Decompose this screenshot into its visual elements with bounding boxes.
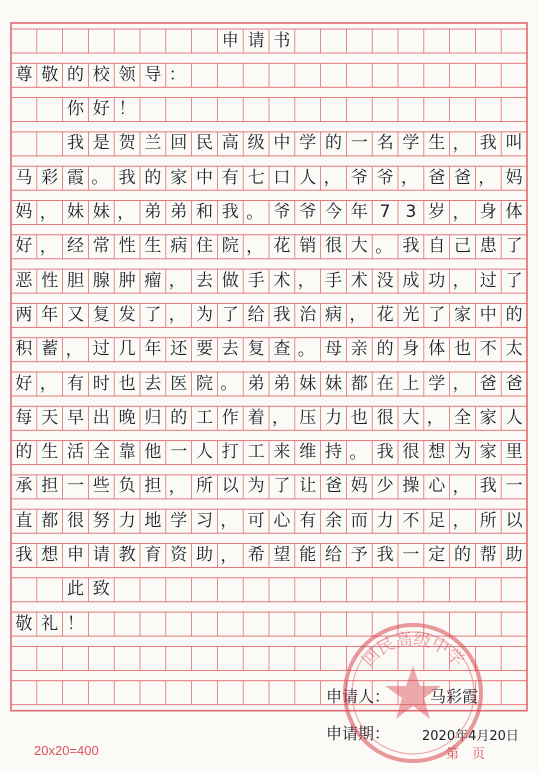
- grid-char: 身: [402, 339, 420, 360]
- grid-char: 7: [379, 202, 391, 222]
- grid-char: 。: [349, 442, 367, 463]
- grid-char: 有: [221, 167, 239, 188]
- grid-char: 我: [118, 167, 136, 188]
- grid-char: 的: [324, 133, 342, 154]
- grid-char: ，: [39, 202, 57, 223]
- grid-char: 瘤: [144, 270, 162, 291]
- grid-char: 经: [66, 236, 84, 257]
- grid-char: ，: [452, 374, 470, 394]
- grid-char: 功: [428, 270, 446, 291]
- grid-char: ，: [39, 374, 57, 394]
- grid-char: ，: [452, 511, 470, 532]
- grid-char: 生: [144, 236, 162, 257]
- grid-char: ，: [168, 476, 186, 497]
- grid-char: 为: [247, 476, 265, 497]
- grid-char: 请: [247, 30, 265, 51]
- grid-char: 患: [479, 236, 497, 257]
- grid-char: 恶: [15, 270, 33, 291]
- grid-char: 自: [428, 236, 446, 257]
- grid-char: 工: [195, 407, 213, 428]
- grid-char: 有: [299, 510, 317, 531]
- grid-char: 去: [221, 339, 239, 360]
- grid-char: 不: [479, 339, 497, 360]
- grid-char: 予: [350, 545, 368, 565]
- grid-char: 家: [479, 442, 497, 463]
- grid-char: 爷: [350, 167, 368, 188]
- grid-char: 去: [195, 270, 213, 291]
- grid-char: 领: [118, 64, 136, 85]
- grid-char: 治: [299, 304, 317, 325]
- grid-char: 我: [15, 545, 33, 565]
- grid-char: 来: [273, 442, 291, 463]
- grid-char: 助: [195, 545, 213, 565]
- grid-char: 霞: [66, 167, 84, 188]
- grid-char: 。: [246, 202, 264, 223]
- grid-char: 妹: [299, 373, 317, 394]
- grid-char: 学: [402, 133, 420, 154]
- grid-char: 中: [273, 133, 291, 154]
- grid-char: 爸: [453, 167, 471, 188]
- grid-char: 我: [273, 304, 291, 325]
- grid-char: 年: [41, 304, 59, 325]
- grid-char: 光: [402, 304, 420, 325]
- grid-char: 担: [144, 476, 162, 497]
- grid-char: 申: [66, 545, 84, 565]
- signature-label: 申请人：: [326, 687, 391, 706]
- grid-char: 他: [144, 442, 162, 463]
- page-number-label: 第 页: [446, 746, 486, 761]
- grid-char: 全: [453, 407, 471, 428]
- grid-char: 全: [92, 442, 110, 463]
- grid-char: 中: [479, 304, 497, 325]
- grid-char: 爷: [376, 167, 394, 188]
- grid-char: ！: [118, 99, 136, 120]
- grid-char: 工: [247, 442, 265, 463]
- grid-char: 体: [505, 202, 523, 222]
- grid-char: 的: [144, 167, 162, 188]
- grid-char: 礼: [41, 613, 59, 634]
- grid-char: ，: [220, 545, 238, 566]
- grid-char: 直: [15, 510, 33, 531]
- grid-char: 都: [350, 373, 368, 394]
- grid-char: 。: [220, 374, 238, 394]
- grid-char: 了: [505, 270, 523, 291]
- grid-char: 级: [247, 133, 265, 154]
- grid-char: 家: [170, 167, 188, 188]
- grid-char: 定: [428, 545, 446, 565]
- grid-char: ，: [272, 408, 289, 429]
- grid-char: 靠: [118, 442, 136, 463]
- grid-char: 我: [376, 442, 394, 463]
- grid-char: 很: [324, 236, 342, 257]
- grid-char: ，: [117, 202, 135, 223]
- grid-char: 的: [453, 545, 471, 565]
- grid-char: 大: [402, 407, 420, 428]
- grid-char: 妹: [324, 373, 342, 394]
- grid-char: ，: [168, 305, 186, 326]
- grid-char: 努: [92, 510, 110, 531]
- grid-char: 弟: [247, 373, 265, 394]
- grid-char: 术: [273, 270, 291, 291]
- grid-char: 爸: [505, 373, 523, 394]
- grid-char: 给: [247, 304, 265, 325]
- grid-char: 很: [66, 510, 84, 531]
- grid-char: ：: [168, 65, 186, 86]
- grid-char: 的: [170, 407, 188, 428]
- grid-char: 七: [247, 167, 265, 188]
- grid-char: 性: [118, 236, 136, 257]
- grid-char: 妹: [92, 202, 110, 222]
- grid-char: 敬: [15, 613, 33, 634]
- grid-char: 学: [428, 373, 446, 394]
- grid-char: 帮: [479, 545, 497, 565]
- grid-char: 学: [299, 133, 317, 154]
- grid-char: ，: [297, 271, 315, 292]
- grid-char: 查: [273, 339, 291, 360]
- grid-char: ，: [478, 168, 496, 189]
- grid-char: 也: [118, 373, 136, 394]
- grid-char: 导: [144, 64, 162, 85]
- grid-char: 很: [376, 407, 394, 428]
- grid-char: 活: [66, 442, 84, 463]
- grid-char: 弟: [170, 202, 188, 222]
- date-label: 申请期：: [326, 724, 391, 743]
- grid-char: 担: [41, 476, 59, 497]
- grid-char: 资: [170, 545, 188, 565]
- grid-char: 力: [118, 510, 136, 531]
- grid-char: 习: [195, 510, 213, 531]
- grid-char: 的: [376, 339, 394, 360]
- grid-char: 做: [221, 270, 239, 291]
- grid-char: 几: [118, 339, 136, 360]
- grid-char: ，: [452, 271, 470, 292]
- grid-char: 性: [41, 270, 59, 291]
- grid-char: 了: [221, 304, 239, 325]
- grid-char: 是: [92, 133, 110, 154]
- grid-char: 去: [144, 373, 162, 394]
- grid-char: 销: [299, 236, 317, 257]
- grid-char: 力: [324, 407, 342, 428]
- grid-char: 叫: [505, 133, 523, 154]
- grid-char: 一: [66, 476, 84, 497]
- grid-char: 想: [41, 545, 59, 565]
- grid-char: 年: [144, 339, 162, 360]
- grid-char: 也: [453, 339, 471, 360]
- grid-char: 的: [15, 442, 33, 463]
- grid-char: 余: [324, 510, 342, 531]
- grid-char: 很: [402, 442, 420, 463]
- grid-char: 岁: [428, 202, 446, 222]
- grid-char: 你: [66, 99, 84, 120]
- grid-char: 妈: [505, 167, 523, 188]
- grid-char: 我: [221, 202, 239, 222]
- grid-char: 母: [324, 339, 342, 360]
- grid-char: 力: [376, 510, 394, 531]
- grid-char: 的: [66, 64, 84, 85]
- grid-char: 病: [170, 236, 188, 257]
- grid-char: 天: [41, 407, 59, 428]
- grid-char: 学: [170, 510, 188, 531]
- grid-char: 太: [505, 339, 523, 360]
- grid-char: 教: [118, 545, 136, 565]
- grid-char: ，: [323, 168, 341, 189]
- grid-char: 。: [297, 339, 315, 360]
- seal-text: 回民高级中学: [358, 629, 468, 671]
- grid-char: 生: [428, 133, 446, 154]
- grid-char: 成: [402, 270, 420, 291]
- grid-char: 些: [92, 476, 110, 497]
- grid-char: 请: [92, 545, 110, 565]
- grid-char: 申: [221, 30, 239, 51]
- grid-char: 我: [402, 236, 420, 257]
- grid-char: 马: [15, 167, 33, 188]
- grid-char: 复: [247, 339, 265, 360]
- grid-char: ，: [401, 168, 418, 189]
- grid-char: 腺: [92, 270, 110, 291]
- grid-char: 为: [195, 304, 213, 325]
- grid-char: 过: [92, 339, 110, 360]
- grid-char: 书: [273, 30, 291, 51]
- grid-char: 。: [91, 168, 109, 189]
- grid-char: ，: [220, 511, 238, 532]
- grid-char: 高: [221, 133, 239, 154]
- grid-char: 早: [66, 407, 84, 428]
- grid-char: 校: [92, 64, 110, 85]
- grid-char: 好: [92, 99, 110, 120]
- grid-char: 今: [324, 202, 342, 222]
- grid-char: ，: [452, 202, 470, 223]
- grid-char: 病: [324, 304, 342, 325]
- grid-char: 出: [92, 407, 110, 428]
- grid-char: 敬: [41, 64, 59, 85]
- grid-char: 常: [92, 236, 110, 257]
- grid-char: 打: [221, 442, 239, 463]
- grid-char: 手: [324, 270, 342, 291]
- grid-char: 上: [402, 373, 420, 394]
- grid-char: 我: [376, 545, 394, 565]
- grid-char: 操: [402, 476, 420, 497]
- grid-char: 生: [41, 442, 59, 463]
- grid-char: 负: [118, 476, 136, 497]
- grid-char: 所: [479, 510, 497, 531]
- grid-char: 花: [376, 304, 394, 325]
- grid-char: 的: [505, 304, 523, 325]
- grid-char: 不: [402, 510, 420, 531]
- grid-char: ！: [66, 613, 84, 634]
- grid-char: 承: [15, 476, 33, 497]
- grid-char: ，: [426, 408, 444, 429]
- grid-char: 地: [144, 510, 162, 531]
- grid-char: 兰: [144, 133, 162, 154]
- grid-char: 作: [221, 407, 239, 428]
- grid-char: 一: [350, 133, 368, 154]
- grid-char: 术: [350, 270, 368, 291]
- grid-char: 爸: [428, 167, 446, 188]
- grid-char: 好: [15, 373, 33, 394]
- grid-char: 此: [66, 579, 84, 600]
- grid-char: 能: [299, 545, 317, 565]
- grid-char: 爸: [479, 373, 497, 394]
- grid-char: 医: [170, 373, 188, 394]
- grid-char: 弟: [273, 373, 291, 394]
- grid-char: ，: [246, 236, 264, 257]
- grid-char: 妹: [66, 202, 84, 222]
- grid-char: 弟: [144, 202, 162, 222]
- grid-char: 积: [15, 339, 33, 360]
- grid-char: 体: [428, 339, 446, 360]
- grid-char: 心: [428, 476, 446, 497]
- grid-char: 一: [402, 545, 420, 565]
- date-value: 2020年4月20日: [422, 729, 519, 744]
- grid-char: 好: [15, 236, 33, 257]
- grid-char: 复: [92, 304, 110, 325]
- grid-char: ，: [452, 476, 470, 497]
- grid-char: 心: [273, 510, 291, 531]
- grid-char: 致: [92, 579, 110, 600]
- grid-char: 了: [273, 476, 291, 497]
- grid-char: 妈: [15, 202, 33, 222]
- grid-char: 有: [66, 373, 84, 394]
- grid-char: 大: [350, 236, 368, 257]
- grid-char: 以: [505, 510, 523, 531]
- grid-char: 贺: [118, 133, 136, 154]
- grid-char: 为: [453, 442, 471, 463]
- grid-char: 中: [195, 167, 213, 188]
- grid-char: ，: [452, 133, 470, 154]
- grid-char: 要: [195, 339, 213, 360]
- grid-char: 彩: [41, 167, 59, 188]
- grid-char: 发: [118, 304, 136, 325]
- grid-char: 院: [195, 373, 213, 394]
- grid-char: 。: [375, 236, 393, 257]
- grid-char: 少: [376, 476, 394, 497]
- grid-char: 可: [247, 510, 265, 531]
- grid-char: 时: [92, 373, 110, 394]
- grid-char: 蓄: [41, 339, 59, 360]
- grid-char: 维: [299, 442, 317, 463]
- grid-char: 家: [479, 407, 497, 428]
- grid-char: 晚: [118, 407, 136, 428]
- grid-char: 一: [505, 476, 523, 497]
- grid-char: 花: [273, 236, 291, 257]
- grid-char: 爷: [273, 202, 291, 222]
- grid-char: 压: [299, 407, 317, 428]
- grid-char: 让: [299, 476, 317, 497]
- grid-char: 爷: [299, 202, 317, 222]
- grid-char: 持: [324, 442, 342, 463]
- grid-char: 两: [15, 304, 33, 325]
- grid-char: 亲: [350, 339, 368, 360]
- grid-char: 给: [324, 545, 342, 565]
- grid-char: 着: [247, 407, 265, 428]
- grid-char: 里: [505, 442, 523, 463]
- grid-char: 每: [15, 407, 33, 428]
- grid-char: 了: [428, 304, 446, 325]
- grid-char: 归: [144, 407, 162, 428]
- grid-char: 口: [273, 167, 291, 188]
- grid-char: 一: [170, 442, 188, 463]
- grid-spec-label: 20x20=400: [34, 743, 99, 758]
- grid-char: 我: [66, 133, 84, 154]
- grid-char: ，: [65, 339, 83, 360]
- grid-char: 都: [41, 510, 59, 531]
- grid-char: 住: [195, 236, 213, 257]
- grid-char: 人: [195, 442, 213, 463]
- grid-char: 足: [428, 510, 446, 531]
- grid-char: 尊: [15, 64, 33, 85]
- grid-char: 想: [428, 442, 446, 463]
- grid-char: 也: [350, 407, 368, 428]
- grid-char: 过: [479, 270, 497, 291]
- grid-char: 育: [144, 545, 162, 565]
- grid-char: 名: [376, 133, 394, 154]
- grid-char: 以: [221, 476, 239, 497]
- grid-char: ，: [39, 236, 57, 257]
- grid-char: 胆: [66, 270, 84, 291]
- grid-char: 年: [350, 202, 368, 222]
- grid-char: 了: [505, 236, 523, 257]
- grid-char: 希: [247, 545, 265, 565]
- grid-char: 又: [66, 304, 84, 325]
- grid-char: 肿: [118, 270, 136, 291]
- grid-char: 手: [247, 270, 265, 291]
- grid-char: 爸: [324, 476, 342, 497]
- grid-char: 没: [376, 270, 394, 291]
- grid-char: 望: [273, 545, 291, 565]
- grid-char: 助: [505, 545, 523, 565]
- grid-char: 人: [505, 407, 523, 428]
- grid-char: 3: [405, 202, 417, 222]
- grid-char: 民: [195, 133, 213, 154]
- grid-char: 而: [350, 510, 368, 531]
- grid-char: 我: [479, 133, 497, 154]
- grid-char: 院: [221, 236, 239, 257]
- grid-char: 家: [453, 304, 471, 325]
- grid-char: 还: [170, 339, 188, 360]
- grid-char: ，: [349, 305, 367, 326]
- grid-char: 我: [479, 476, 497, 497]
- grid-char: 回: [170, 133, 188, 154]
- grid-char: 和: [195, 202, 213, 222]
- grid-char: 在: [376, 373, 394, 394]
- grid-char: ，: [168, 271, 186, 292]
- signature-name: 马彩霞: [430, 687, 479, 706]
- grid-char: 了: [144, 304, 162, 325]
- grid-char: 所: [195, 476, 213, 497]
- grid-char: 妈: [350, 476, 368, 497]
- grid-char: 身: [479, 202, 497, 222]
- grid-char: 己: [453, 236, 471, 257]
- grid-char: 人: [299, 167, 317, 188]
